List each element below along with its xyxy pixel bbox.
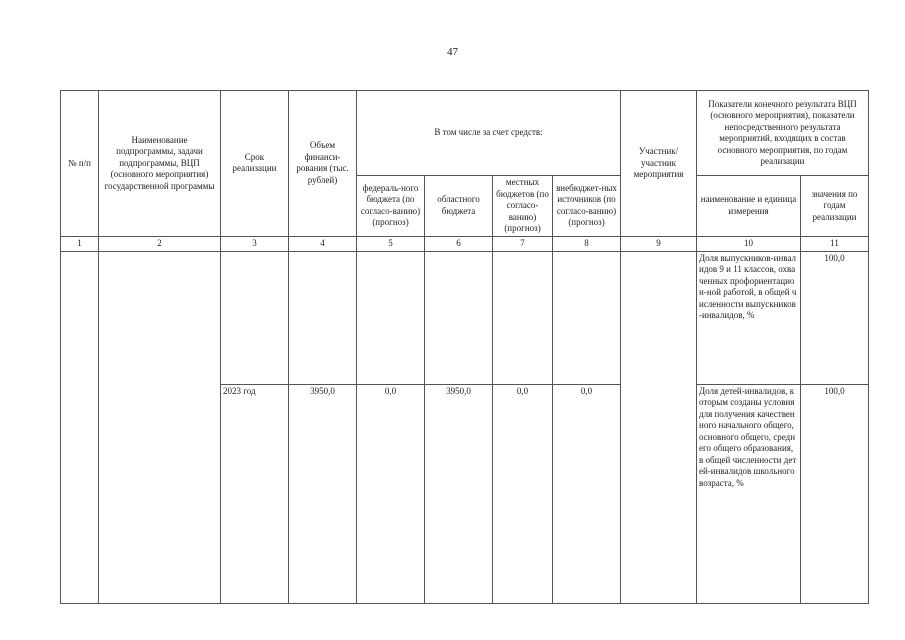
cell-name — [99, 251, 221, 603]
cell-local: 0,0 — [493, 384, 553, 603]
header-row-1 — [61, 91, 869, 176]
cell-extrabudget: 0,0 — [553, 384, 621, 603]
cell-number — [61, 251, 99, 603]
column-number-row — [61, 236, 869, 251]
cell-federal: 0,0 — [357, 384, 425, 603]
cell-participant — [621, 251, 697, 603]
cell-local — [493, 251, 553, 384]
cell-indicator-name: Доля выпускников-инвалидов 9 и 11 классов, охваченных профориентацион-ной работой, в общей численности выпускников-инвалидов, % — [697, 251, 801, 384]
col-number-6: 6 — [425, 236, 493, 251]
header-number: № п/п — [61, 91, 99, 237]
page-number: 47 — [447, 46, 458, 58]
col-number-7: 7 — [493, 236, 553, 251]
col-number-2: 2 — [99, 236, 221, 251]
table-row — [61, 251, 869, 384]
header-extrabudget: внебюджет-ных источников (по согласо-ванию) (прогноз) — [553, 176, 621, 237]
cell-term: 2023 год — [221, 384, 289, 603]
header-indicator-name: наименование и единица измерения — [697, 176, 801, 237]
header-participant: Участник/ участник мероприятия — [621, 91, 697, 237]
col-number-1: 1 — [61, 236, 99, 251]
header-local: местных бюджетов (по согласо-ванию) (прогноз) — [493, 176, 553, 237]
program-table — [60, 90, 869, 604]
col-number-11: 11 — [801, 236, 869, 251]
header-sources-group: В том числе за счет средств: — [357, 91, 621, 176]
col-number-5: 5 — [357, 236, 425, 251]
cell-regional — [425, 251, 493, 384]
col-number-3: 3 — [221, 236, 289, 251]
col-number-10: 10 — [697, 236, 801, 251]
col-number-9: 9 — [621, 236, 697, 251]
cell-volume: 3950,0 — [289, 384, 357, 603]
cell-term — [221, 251, 289, 384]
header-volume: Объем финанси-рования (тыс. рублей) — [289, 91, 357, 237]
cell-volume — [289, 251, 357, 384]
header-indicator-value: значения по годам реализации — [801, 176, 869, 237]
header-federal: федераль-ного бюджета (по согласо-ванию) (прогноз) — [357, 176, 425, 237]
cell-regional: 3950,0 — [425, 384, 493, 603]
cell-indicator-value: 100,0 — [801, 251, 869, 384]
cell-indicator-name: Доля детей-инвалидов, которым созданы условия для получения качественного начального общего, основного общего, среднего общего образования, в общей численности детей-инвалидов школьного возраста, % — [697, 384, 801, 603]
col-number-8: 8 — [553, 236, 621, 251]
header-name: Наименование подпрограммы, задачи подпрограммы, ВЦП (основного мероприятия) государственной программы — [99, 91, 221, 237]
col-number-4: 4 — [289, 236, 357, 251]
cell-extrabudget — [553, 251, 621, 384]
header-indicators-group: Показатели конечного результата ВЦП (основного мероприятия), показатели непосредственного результата мероприятий, входящих в состав основного мероприятия, по годам реализации — [697, 91, 869, 176]
cell-federal — [357, 251, 425, 384]
header-regional: областного бюджета — [425, 176, 493, 237]
cell-indicator-value: 100,0 — [801, 384, 869, 603]
header-term: Срок реализации — [221, 91, 289, 237]
